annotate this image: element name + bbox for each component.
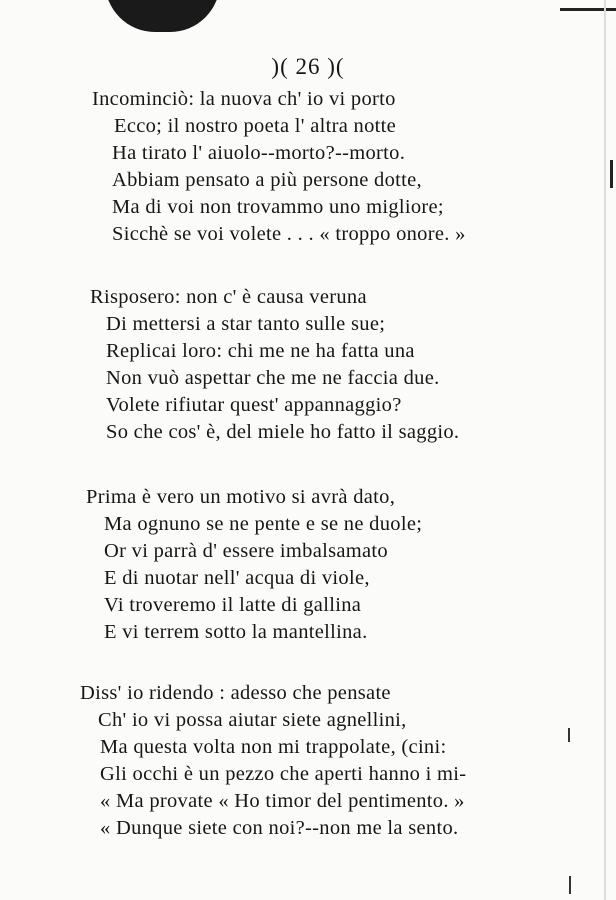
verse-line: Ha tirato l' aiuolo--morto?--morto.	[112, 142, 406, 164]
verse-line: Prima è vero un motivo si avrà dato,	[86, 486, 396, 508]
verse-line: E vi terrem sotto la mantellina.	[104, 621, 368, 643]
stanza-2	[0, 284, 459, 446]
verse-line: Volete rifiutar quest' appannaggio?	[106, 394, 402, 416]
verse-line: Incominciò: la nuova ch' io vi porto	[92, 88, 396, 110]
verse-line: Ch' io vi possa aiutar siete agnellini,	[98, 709, 407, 731]
verse-line: Risposero: non c' è causa veruna	[90, 286, 367, 308]
verse-line: Di mettersi a star tanto sulle sue;	[106, 313, 386, 335]
page-edge-right	[604, 0, 606, 900]
page-edge-top	[560, 8, 616, 11]
verse-line: Ma questa volta non mi trappolate, (cini:	[100, 736, 447, 758]
verse-line: Or vi parrà d' essere imbalsamato	[104, 540, 388, 562]
verse-line: Non vuò aspettar che me ne faccia due.	[106, 367, 440, 389]
verse-line: Ma di voi non trovammo uno migliore;	[112, 196, 444, 218]
verse-line: Ecco; il nostro poeta l' altra notte	[114, 115, 397, 137]
stanza-1	[0, 86, 466, 248]
verse-line: Ma ognuno se ne pente e se ne duole;	[104, 513, 423, 535]
verse-line: E di nuotar nell' acqua di viole,	[104, 567, 370, 589]
margin-mark	[568, 728, 570, 742]
margin-mark	[569, 876, 571, 894]
verse-line: Abbiam pensato a più persone dotte,	[112, 169, 422, 191]
verse-line: « Dunque siete con noi?--non me la sento.	[100, 817, 459, 839]
verse-line: So che cos' è, del miele ho fatto il saggio.	[106, 421, 460, 443]
verse-line: Sicchè se voi volete . . . « troppo onore. »	[112, 223, 466, 245]
verse-line: Gli occhi è un pezzo che aperti hanno i mi-	[100, 763, 467, 785]
verse-line: Diss' io ridendo : adesso che pensate	[80, 682, 391, 704]
verse-line: « Ma provate « Ho timor del pentimento. »	[100, 790, 465, 812]
stanza-3	[0, 484, 422, 646]
stanza-4	[0, 680, 466, 842]
page-edge-mark	[610, 160, 613, 188]
page-number: )( 26 )(	[271, 54, 345, 79]
verse-line: Vi troveremo il latte di gallina	[104, 594, 362, 616]
verse-line: Replicai loro: chi me ne ha fatta una	[106, 340, 415, 362]
scan-shadow	[105, 0, 220, 32]
